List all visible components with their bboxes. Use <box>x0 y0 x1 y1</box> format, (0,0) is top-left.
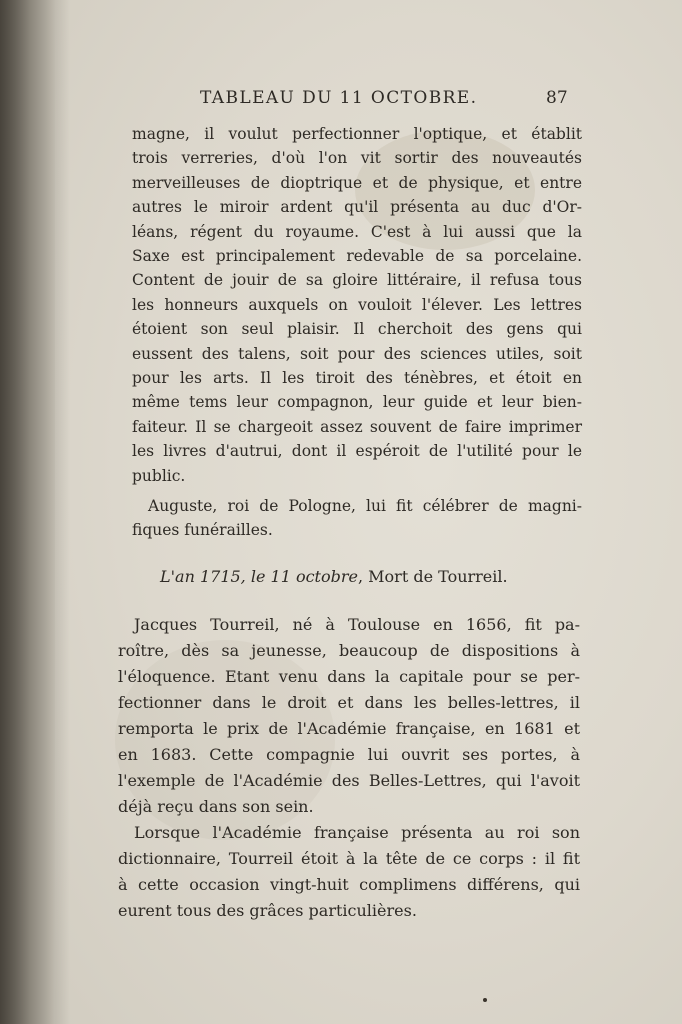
text-line: fiques funérailles. <box>132 521 273 540</box>
text-line: étoient son seul plaisir. Il cherchoit des gens qui <box>132 320 582 339</box>
ink-speck <box>483 998 487 1002</box>
heading-date: L'an 1715, le 11 octobre <box>160 567 358 586</box>
text-line: magne, il voulut perfectionner l'optique, et établit <box>132 125 582 143</box>
heading-title: , Mort de Tourreil. <box>357 567 508 586</box>
entry-heading <box>160 567 580 586</box>
text-line: merveilleuses de dioptrique et de physique, et entre <box>132 173 582 192</box>
text-line: les livres d'autrui, dont il espéroit de l'utilité pour le <box>132 442 582 461</box>
paragraph-dictionnaire <box>118 820 580 924</box>
text-line: même tems leur compagnon, leur guide et leur bien- <box>132 393 582 412</box>
text-line: trois verreries, d'où l'on vit sortir des nouveautés <box>132 149 582 168</box>
text-line: déjà reçu dans son sein. <box>118 797 314 816</box>
text-line: remporta le prix de l'Académie française, en 1681 et <box>118 719 580 738</box>
text-line: Auguste, roi de Pologne, lui fit célébrer de magni- <box>148 497 582 515</box>
text-line: Saxe est principalement redevable de sa porcelaine. <box>132 247 582 266</box>
text-line: Jacques Tourreil, né à Toulouse en 1656, fit pa- <box>134 615 580 634</box>
running-title: TABLEAU DU 11 OCTOBRE. <box>200 88 478 108</box>
binding-shadow <box>0 0 70 1024</box>
running-header <box>200 88 580 108</box>
text-line: dictionnaire, Tourreil étoit à la tête de ce corps : il fit <box>118 849 580 868</box>
text-line: léans, régent du royaume. C'est à lui aussi que la <box>132 222 582 241</box>
text-line: l'éloquence. Etant venu dans la capitale pour se per- <box>118 667 580 686</box>
text-line: eurent tous des grâces particulières. <box>118 901 417 920</box>
text-line: faiteur. Il se chargeoit assez souvent de faire imprimer <box>132 417 582 436</box>
text-line: autres le miroir ardent qu'il présenta au duc d'Or- <box>132 198 582 217</box>
text-line: à cette occasion vingt-huit complimens différens, qui <box>118 875 580 894</box>
text-line: en 1683. Cette compagnie lui ouvrit ses portes, à <box>118 745 580 764</box>
text-line: Content de jouir de sa gloire littéraire, il refusa tous <box>132 271 582 290</box>
page-number: 87 <box>546 88 568 108</box>
text-line: pour les arts. Il les tiroit des ténèbres, et étoit en <box>132 369 582 388</box>
text-line: les honneurs auxquels on vouloit l'élever. Les lettres <box>132 295 582 314</box>
text-line: Lorsque l'Académie française présenta au roi son <box>134 823 580 842</box>
text-line: l'exemple de l'Académie des Belles-Lettres, qui l'avoit <box>118 771 580 790</box>
text-line: eussent des talens, soit pour des sciences utiles, soit <box>132 344 582 363</box>
paragraph-continued <box>132 122 582 488</box>
paragraph-auguste <box>132 494 582 543</box>
text-line: public. <box>132 466 186 485</box>
text-line: roître, dès sa jeunesse, beaucoup de dispositions à <box>118 641 580 660</box>
text-line: fectionner dans le droit et dans les belles-lettres, il <box>118 693 580 712</box>
paragraph-tourreil <box>118 612 580 820</box>
